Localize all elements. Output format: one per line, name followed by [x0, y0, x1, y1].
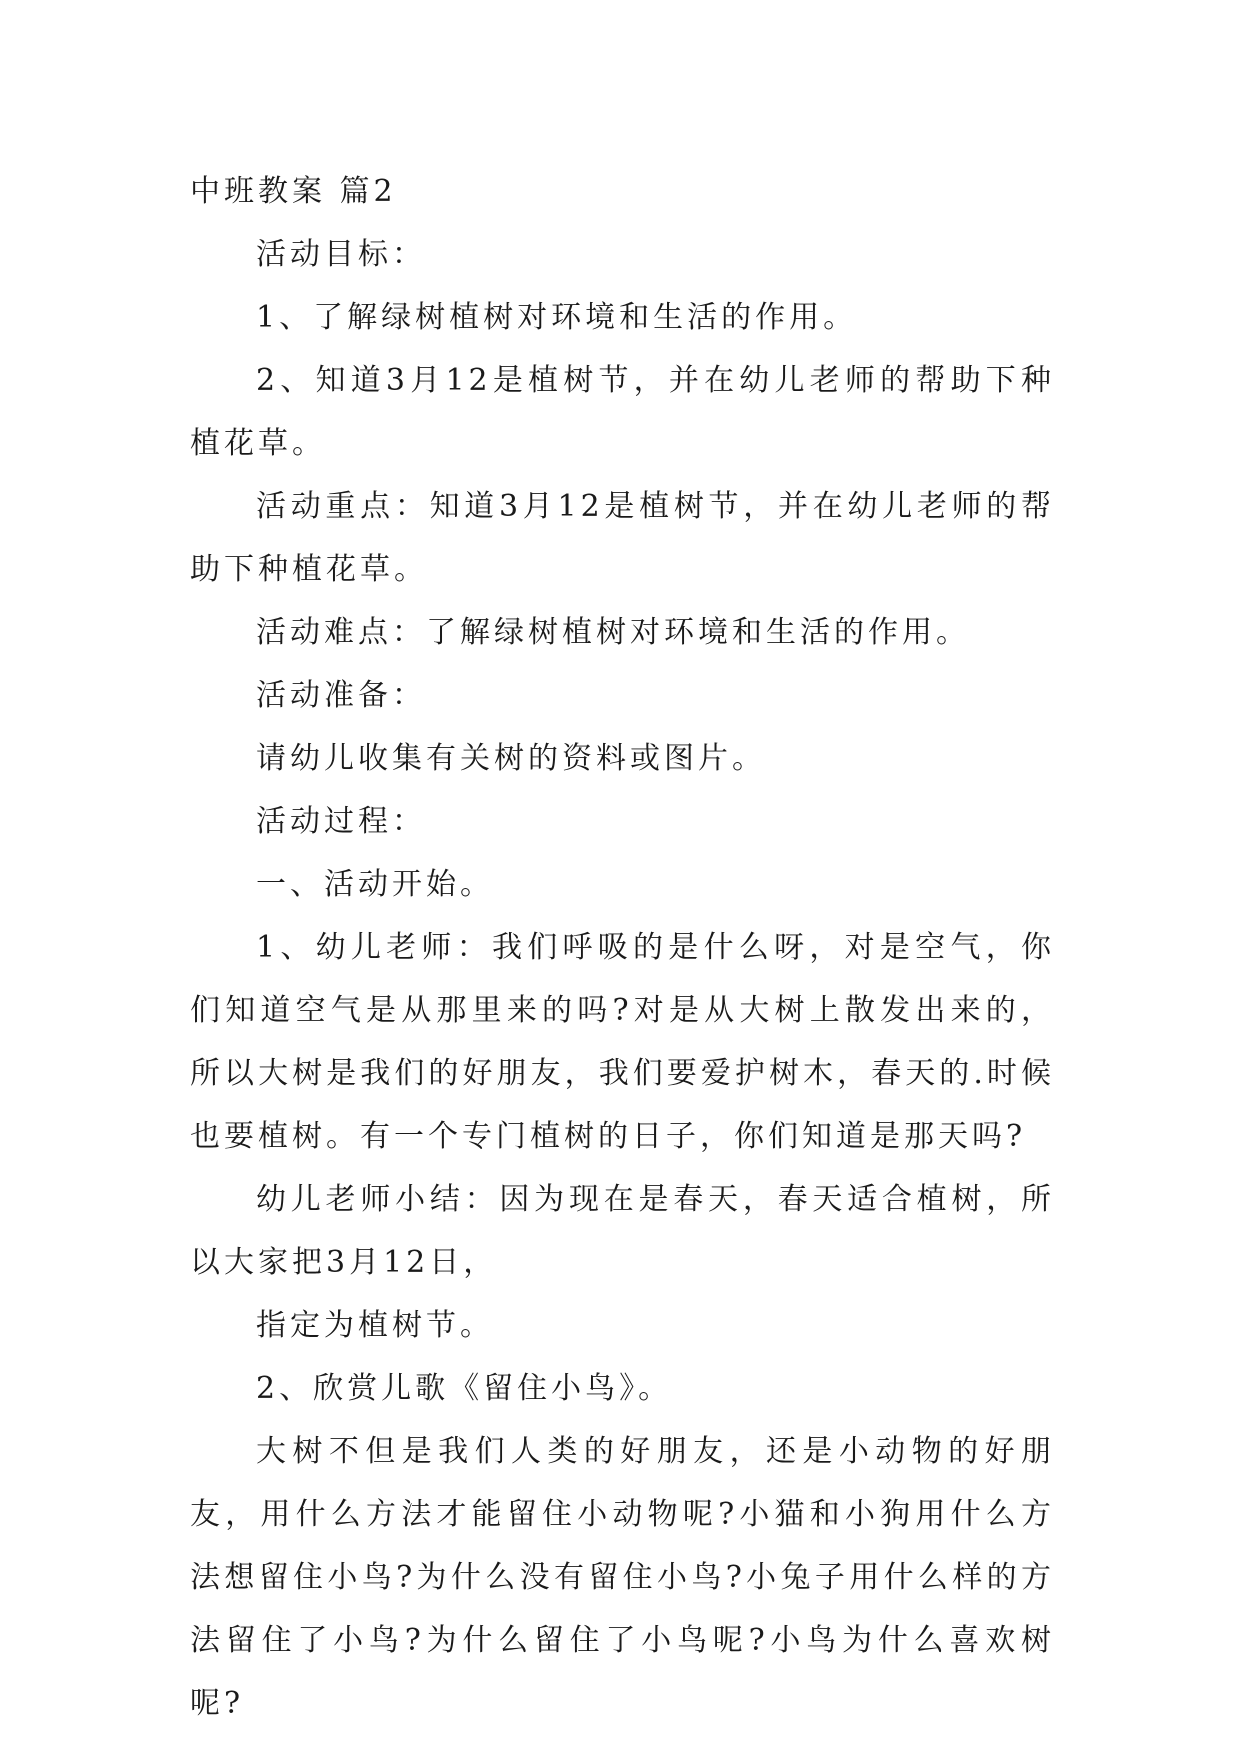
preparation-paragraph: 请幼儿收集有关树的资料或图片。 — [256, 741, 766, 776]
goal-item-2: 2、知道3月12是植树节，并在幼儿老师的帮助下种植花草。 — [190, 363, 1055, 461]
teacher-summary-paragraph: 幼儿老师小结：因为现在是春天，春天适合植树，所以大家把3月12日， — [190, 1182, 1055, 1280]
teacher-dialogue-paragraph: 1、幼儿老师：我们呼吸的是什么呀，对是空气，你们知道空气是从那里来的吗?对是从大树上散发出来的，所以大树是我们的好朋友，我们要爱护树木，春天的.时候也要植树。有一个专门植树的日子，你们知道是那天吗? — [190, 930, 1055, 1154]
section-heading-preparation: 活动准备： — [256, 678, 426, 713]
process-step-heading-2: 2、欣赏儿歌《留住小鸟》。 — [256, 1371, 673, 1406]
song-discussion-paragraph: 大树不但是我们人类的好朋友，还是小动物的好朋友，用什么方法才能留住小动物呢?小猫和小狗用什么方法想留住小鸟?为什么没有留住小鸟?小兔子用什么样的方法留住了小鸟?为什么留住了小鸟呢?小鸟为什么喜欢树呢? — [190, 1434, 1055, 1721]
document-title: 中班教案 篇2 — [190, 174, 397, 209]
section-heading-goals: 活动目标： — [256, 237, 426, 272]
document-body — [190, 160, 1055, 1735]
section-heading-process: 活动过程： — [256, 804, 426, 839]
summary-continuation-paragraph: 指定为植树节。 — [256, 1308, 494, 1343]
key-point-paragraph: 活动重点：知道3月12是植树节，并在幼儿老师的帮助下种植花草。 — [190, 489, 1055, 587]
difficulty-paragraph: 活动难点：了解绿树植树对环境和生活的作用。 — [256, 615, 970, 650]
goal-item-1: 1、了解绿树植树对环境和生活的作用。 — [256, 300, 858, 335]
process-step-heading-1: 一、活动开始。 — [256, 867, 494, 902]
